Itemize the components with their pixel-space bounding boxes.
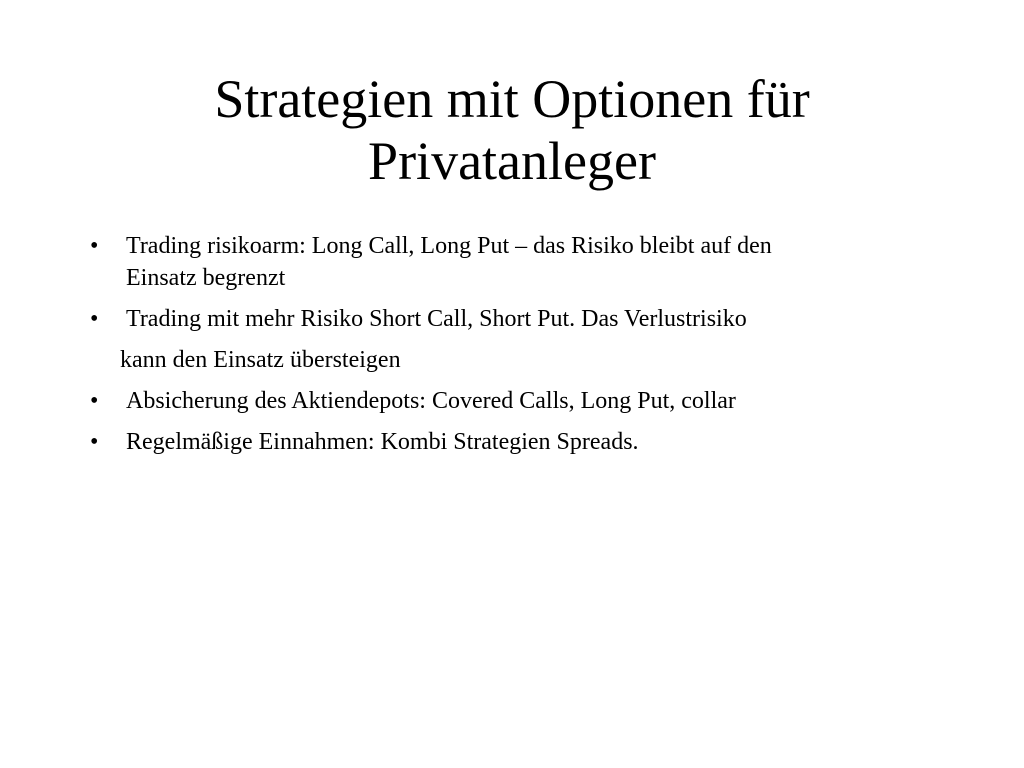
- bullet-text: Absicherung des Aktiendepots: Covered Calls, Long Put, collar: [126, 388, 736, 414]
- bullet-dot: •: [90, 233, 99, 259]
- bullet-item-trading-risikoarm: [90, 230, 950, 294]
- continuation-text: kann den Einsatz übersteigen: [120, 347, 401, 373]
- slide-title-line-1: Strategien mit Optionen für: [214, 69, 810, 129]
- bullet-item-trading-mehr-risiko: [90, 303, 950, 335]
- bullet-text-line-1: Trading risikoarm: Long Call, Long Put – das Risiko bleibt auf den: [126, 233, 772, 259]
- bullet-dot: •: [90, 388, 99, 414]
- bullet-text: Regelmäßige Einnahmen: Kombi Strategien Spreads.: [126, 429, 639, 455]
- bullet-list: [90, 230, 950, 467]
- bullet-text: Trading mit mehr Risiko Short Call, Short Put. Das Verlustrisiko: [126, 306, 747, 332]
- bullet-dot: •: [90, 306, 99, 332]
- bullet-continuation-line: [90, 344, 950, 376]
- slide-title-line-2: Privatanleger: [368, 131, 656, 191]
- bullet-item-absicherung: [90, 385, 950, 417]
- bullet-text-line-2: Einsatz begrenzt: [126, 265, 286, 291]
- bullet-item-einnahmen: [90, 426, 950, 458]
- bullet-dot: •: [90, 429, 99, 455]
- slide-title: [0, 68, 1024, 192]
